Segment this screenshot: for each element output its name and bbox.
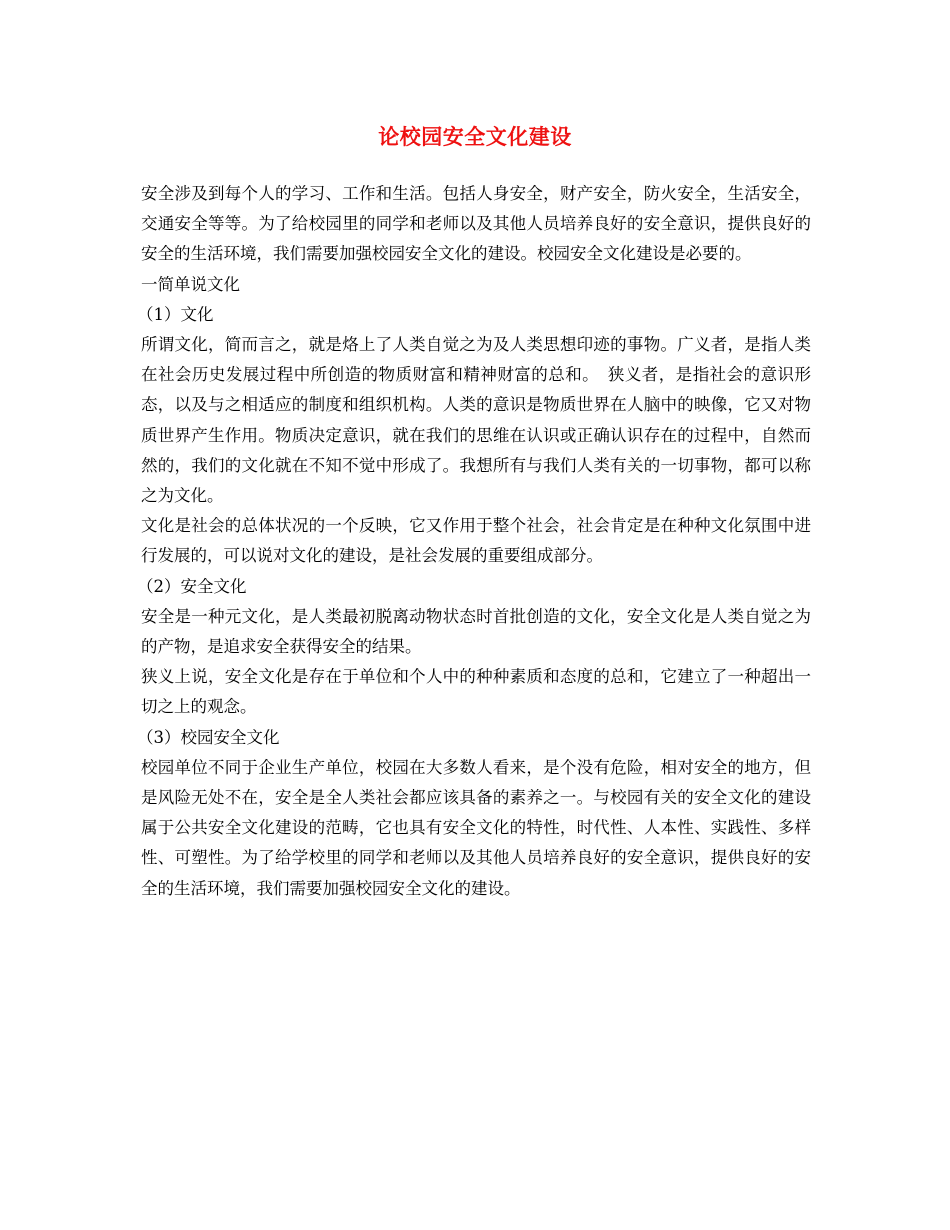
intro-paragraph: 安全涉及到每个人的学习、工作和生活。包括人身安全，财产安全，防火安全，生活安全，交通安全等等。为了给校园里的同学和老师以及其他人员培养良好的安全意识，提供良好的安全的生活环境，我们需要加强校园安全文化的建设。校园安全文化建设是必要的。 bbox=[141, 184, 811, 264]
subheading-safety-culture: （2）安全文化 bbox=[137, 576, 247, 596]
paragraph-campus-safety: 校园单位不同于企业生产单位，校园在大多数人看来，是个没有危险，相对安全的地方，但是风险无处不在，安全是全人类社会都应该具备的素养之一。与校园有关的安全文化的建设属于公共安全文化建设的范畴，它也具有安全文化的特性，时代性、人本性、实践性、多样性、可塑性。为了给学校里的同学和老师以及其他人员培养良好的安全意识，提供良好的安全的生活环境，我们需要加强校园安全文化的建设。 bbox=[141, 757, 811, 898]
subheading-campus-safety-culture: （3）校园安全文化 bbox=[137, 727, 280, 747]
paragraph-safety-narrow-sense: 狭义上说，安全文化是存在于单位和个人中的种种素质和态度的总和，它建立了一种超出一切之上的观念。 bbox=[141, 667, 811, 717]
paragraph-safety-meta-culture: 安全是一种元文化，是人类最初脱离动物状态时首批创造的文化，安全文化是人类自觉之为的产物，是追求安全获得安全的结果。 bbox=[141, 606, 811, 657]
document-body bbox=[137, 179, 811, 904]
subheading-culture: （1）文化 bbox=[137, 304, 214, 324]
document-title: 论校园安全文化建设 bbox=[378, 124, 572, 149]
section-heading-culture-overview: 一简单说文化 bbox=[141, 274, 240, 294]
paragraph-culture-definition: 所谓文化，简而言之，就是烙上了人类自觉之为及人类思想印迹的事物。广义者，是指人类在社会历史发展过程中所创造的物质财富和精神财富的总和。 狭义者，是指社会的意识形态，以及与之相适应的制度和组织机构。人类的意识是物质世界在人脑中的映像，它又对物质世界产生作用。物质决定意识，就在我们的思维在认识或正确认识存在的过程中，自然而然的，我们的文化就在不知不觉中形成了。我想所有与我们人类有关的一切事物，都可以称之为文化。 bbox=[141, 335, 811, 506]
paragraph-culture-society: 文化是社会的总体状况的一个反映，它又作用于整个社会，社会肯定是在种种文化氛围中进行发展的，可以说对文化的建设，是社会发展的重要组成部分。 bbox=[141, 516, 811, 566]
